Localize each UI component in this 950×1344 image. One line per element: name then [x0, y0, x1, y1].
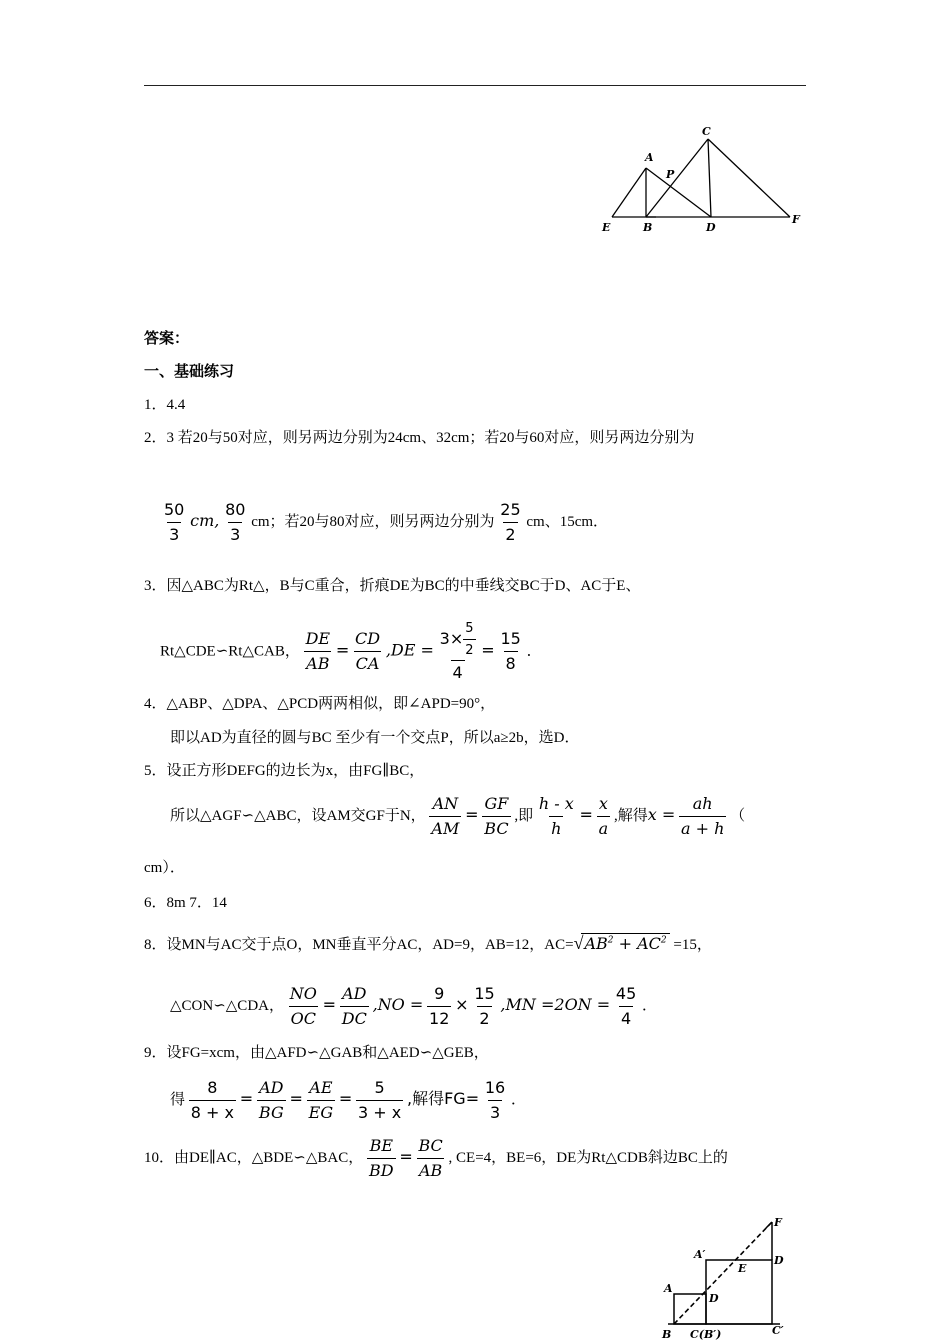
answer-4-line-1: 4．△ABP、△DPA、△PCD两两相似，即∠APD=90°， — [144, 696, 496, 712]
answer-6-7: 6．8m 7．14 — [144, 895, 227, 911]
fraction: $\frac{AD}{DC}$ — [341, 984, 367, 1028]
fraction: $\frac{80}{3}$ — [225, 500, 246, 544]
answer-2-line-1: 2．3 若20与50对应，则另两边分别为24cm、32cm；若20与60对应，则另两边分别为 — [144, 430, 695, 446]
fraction: $\frac{BC}{AB}$ — [418, 1136, 443, 1180]
answer-5-line-3: cm）． — [144, 860, 185, 876]
answer-2-line-2: $\frac{50}{3}$ cm, $\frac{80}{3}$ cm；若20与80对应，则另两边分别为 $\frac{25}{2}$ cm、15cm． — [164, 500, 609, 544]
fraction: $\frac{15}{8}$ — [500, 629, 521, 674]
fraction: $\frac{h - x}{h}$ — [538, 794, 574, 838]
answer-1: 1．4.4 — [144, 397, 186, 413]
fig1-label-p: P — [666, 168, 675, 181]
fraction: $\frac{BE}{BD}$ — [369, 1136, 394, 1180]
answer-8-line-1: 8．设MN与AC交于点O，MN垂直平分AC，AD=9，AB=12，$AC=√AB^2 + AC^2 =15$， — [144, 933, 712, 953]
fraction: $\frac{25}{2}$ — [500, 500, 521, 544]
fraction: $\frac{AE}{EG}$ — [308, 1078, 334, 1122]
answer-5-line-2: 所以△AGF∽△ABC，设AM交GF于N， $\frac{AN}{AM}$ = $\frac{GF}{BC}$ ,即 $\frac{h - x}{h}$ = $\frac{x}{a}$ ,解得x = $\frac{ah}{a + h}$ （ — [170, 794, 746, 838]
fraction: $\frac{ah}{a + h}$ — [680, 794, 725, 838]
answer-9-line-1: 9．设FG=xcm，由△AFD∽△GAB和△AED∽△GEB， — [144, 1045, 489, 1061]
fraction: $\frac{45}{4}$ — [615, 984, 637, 1028]
fraction: $\frac{NO}{OC}$ — [289, 984, 317, 1028]
fig1-label-c: C — [702, 125, 711, 138]
fig1-label-a: A — [645, 151, 654, 164]
fraction: 3× $\frac{5}{2}$ 4 — [439, 621, 474, 683]
answer-4-line-2: 即以AD为直径的圆与BC 至少有一个交点P，所以a≥2b，选D． — [170, 730, 580, 746]
fig2-label-d-right: D — [774, 1254, 784, 1267]
geometry-figure-1 — [596, 122, 810, 236]
fraction: $\frac{9}{12}$ — [429, 984, 450, 1028]
fraction: $\frac{CD}{CA}$ — [355, 629, 381, 674]
fig2-label-d-inner: D — [709, 1292, 719, 1305]
fraction: $\frac{50}{3}$ — [164, 500, 185, 544]
answer-5-line-1: 5．设正方形DEFG的边长为x，由FG∥BC， — [144, 763, 425, 779]
answer-9-line-2: 得 $\frac{8}{8 + x}$ = $\frac{AD}{BG}$ = $\frac{AE}{EG}$ = $\frac{5}{3 + x}$ ,解得FG= $\frac{16}{3}$ ． — [170, 1078, 526, 1122]
fig2-label-c-b-prime: C(B′) — [690, 1328, 722, 1341]
fig2-label-b: B — [662, 1328, 672, 1341]
fig2-label-a: A — [664, 1282, 673, 1295]
fraction: $\frac{x}{a}$ — [598, 794, 609, 838]
fraction: $\frac{AN}{AM}$ — [431, 794, 460, 838]
fig2-label-c-prime: C′ — [772, 1324, 784, 1337]
answer-8-line-2: △CON∽△CDA， $\frac{NO}{OC}$ = $\frac{AD}{DC}$ ,NO = $\frac{9}{12}$ × $\frac{15}{2}$ ,MN =2ON = $\frac{45}{4}$ ． — [170, 984, 658, 1028]
answer-3-line-2: Rt△CDE∽Rt△CAB， $\frac{DE}{AB}$ = $\frac{CD}{CA}$ ,DE = 3× $\frac{5}{2}$ 4 = $\frac{15}{8}$ ． — [160, 621, 542, 683]
fraction: $\frac{AD}{BG}$ — [258, 1078, 284, 1122]
fig2-label-f: F — [774, 1216, 782, 1229]
header-rule — [144, 85, 806, 86]
answer-10-line-1: 10．由DE∥AC，△BDE∽△BAC， $\frac{BE}{BD}$ = $\frac{BC}{AB}$ , CE=4，BE=6，DE为Rt△CDB斜边BC上的 — [144, 1136, 728, 1180]
fig1-label-f: F — [792, 213, 800, 226]
fig2-label-a-prime: A′ — [694, 1248, 706, 1261]
section-heading-basic: 一、基础练习 — [144, 364, 235, 380]
fig1-label-d: D — [706, 221, 716, 234]
fraction: $\frac{DE}{AB}$ — [305, 629, 331, 674]
fraction: $\frac{GF}{BC}$ — [484, 794, 509, 838]
fraction: $\frac{15}{2}$ — [474, 984, 495, 1028]
fraction: $\frac{16}{3}$ — [484, 1078, 506, 1122]
fig1-label-e: E — [602, 221, 611, 234]
fig1-label-b: B — [643, 221, 653, 234]
geometry-figure-2 — [658, 1212, 798, 1344]
fig2-label-e: E — [738, 1262, 747, 1275]
fraction: $\frac{5}{3 + x}$ — [358, 1078, 402, 1122]
answer-3-line-1: 3．因△ABC为Rt△，B与C重合，折痕DE为BC的中垂线交BC于D、AC于E、 — [144, 578, 641, 594]
fraction: $\frac{8}{8 + x}$ — [190, 1078, 234, 1122]
answer-heading: 答案： — [144, 331, 190, 347]
